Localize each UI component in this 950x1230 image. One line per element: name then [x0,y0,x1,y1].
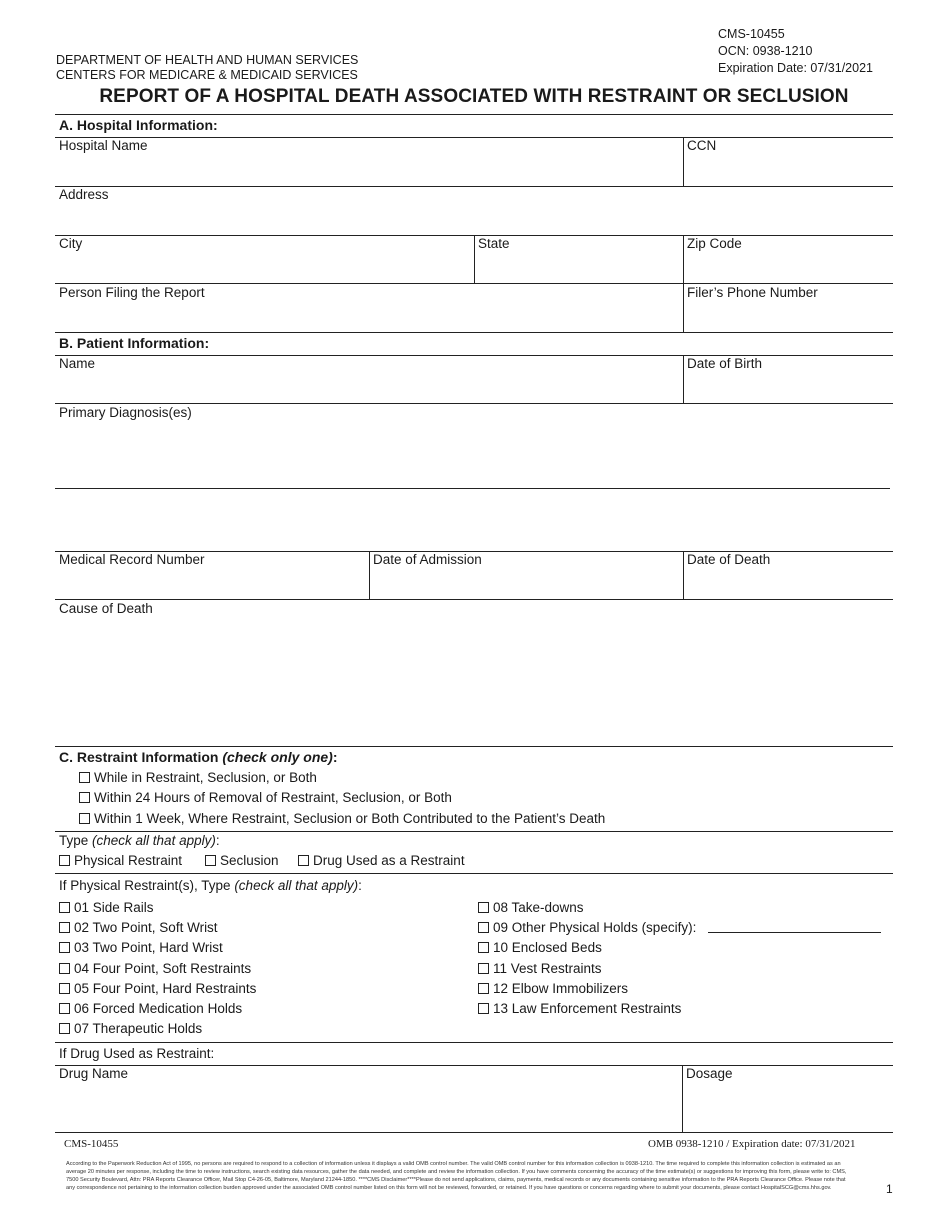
medical-record-number-field[interactable]: Medical Record Number [59,552,205,567]
type-label: Type (check all that apply): [59,833,220,848]
form-number: CMS-10455 [718,27,785,41]
primary-diagnosis-field[interactable]: Primary Diagnosis(es) [59,405,192,420]
city-field[interactable]: City [59,236,83,251]
divider [55,873,893,874]
physical-04[interactable]: 04 Four Point, Soft Restraints [59,961,251,976]
divider [683,355,684,403]
person-filing-field[interactable]: Person Filing the Report [59,285,205,300]
physical-09[interactable]: 09 Other Physical Holds (specify): [478,920,696,935]
divider [55,114,893,115]
checkbox[interactable] [59,1003,70,1014]
physical-type-label: If Physical Restraint(s), Type (check all that apply): [59,878,362,893]
filer-phone-field[interactable]: Filer’s Phone Number [687,285,818,300]
physical-07[interactable]: 07 Therapeutic Holds [59,1021,202,1036]
checkbox[interactable] [79,813,90,824]
divider [683,551,684,599]
checkbox[interactable] [59,942,70,953]
state-field[interactable]: State [478,236,510,251]
expiration-date: Expiration Date: 07/31/2021 [718,61,873,75]
checkbox[interactable] [59,963,70,974]
checkbox[interactable] [478,1003,489,1014]
form-id-block [718,26,873,77]
checkbox[interactable] [79,772,90,783]
physical-03[interactable]: 03 Two Point, Hard Wrist [59,940,223,955]
physical-13[interactable]: 13 Law Enforcement Restraints [478,1001,681,1016]
agency-name: CENTERS FOR MEDICARE & MEDICAID SERVICES [56,68,358,82]
divider [474,235,475,283]
checkbox[interactable] [59,855,70,866]
divider [55,1065,893,1066]
divider [682,1065,683,1132]
checkbox[interactable] [59,1023,70,1034]
section-b-heading: B. Patient Information: [59,335,210,351]
cause-of-death-field[interactable]: Cause of Death [59,601,153,616]
physical-10[interactable]: 10 Enclosed Beds [478,940,602,955]
agency-block [56,53,358,83]
checkbox[interactable] [59,902,70,913]
physical-08[interactable]: 08 Take-downs [478,900,584,915]
checkbox[interactable] [205,855,216,866]
checkbox[interactable] [478,983,489,994]
section-a-heading: A. Hospital Information: [59,117,218,133]
type-physical-restraint[interactable]: Physical Restraint [59,853,182,868]
patient-name-field[interactable]: Name [59,356,96,371]
physical-05[interactable]: 05 Four Point, Hard Restraints [59,981,256,996]
divider [55,831,893,832]
form-title: REPORT OF A HOSPITAL DEATH ASSOCIATED WITH RESTRAINT OR SECLUSION [99,86,849,107]
divider [55,746,893,747]
drug-name-field[interactable]: Drug Name [59,1066,129,1081]
divider [55,403,893,404]
checkbox[interactable] [59,983,70,994]
address-field[interactable]: Address [59,187,109,202]
physical-06[interactable]: 06 Forced Medication Holds [59,1001,242,1016]
checkbox[interactable] [478,963,489,974]
divider [369,551,370,599]
restraint-option-2[interactable]: Within 24 Hours of Removal of Restraint, Seclusion, or Both [79,790,452,805]
date-of-admission-field[interactable]: Date of Admission [373,552,482,567]
divider [55,1042,893,1043]
type-seclusion[interactable]: Seclusion [205,853,279,868]
zip-code-field[interactable]: Zip Code [687,236,742,251]
checkbox[interactable] [79,792,90,803]
diagnosis-line [55,488,890,489]
divider [55,1132,893,1133]
divider [55,186,893,187]
physical-01[interactable]: 01 Side Rails [59,900,154,915]
footer-omb: OMB 0938-1210 / Expiration date: 07/31/2021 [648,1138,856,1150]
specify-line[interactable] [708,932,881,933]
divider [55,355,893,356]
paperwork-reduction-notice: According to the Paperwork Reduction Act of 1995, no persons are required to respond to a collection of information unless it displays a valid OMB control number. The valid OMB control number for this information collection is 0938-1210. The time required to complete this information collection is estimated as an average 20 minutes per response, including the time to review instructions, search existing data resources, gather the data needed, and complete and review the information collection. If you have comments concerning the accuracy of the time estimate(s) or suggestions for improving this form, please write to: CMS, 7500 Security Boulevard, Attn: PRA Reports Clearance Officer, Mail Stop C4-26-05, Baltimore, Maryland 21244-1850. ****CMS Disclaimer****Please do not send applications, claims, payments, medical records or any documents containing sensitive information to the PRA Reports Clearance Office. Please note that any correspondence not pertaining to the information collection burden approved under the associated OMB control number listed on this form will not be reviewed, forwarded, or retained. If you have questions or concerns regarding where to submit your documents, please contact HospitalSCG@cms.hhs.gov. [66,1161,847,1192]
divider [55,283,893,284]
section-c-note: (check only one) [222,749,333,765]
ocn: OCN: 0938-1210 [718,44,813,58]
divider [683,137,684,186]
checkbox[interactable] [59,922,70,933]
dosage-field[interactable]: Dosage [686,1066,733,1081]
divider [55,332,893,333]
physical-11[interactable]: 11 Vest Restraints [478,961,602,976]
physical-12[interactable]: 12 Elbow Immobilizers [478,981,628,996]
restraint-option-1[interactable]: While in Restraint, Seclusion, or Both [79,770,317,785]
footer-form-number: CMS-10455 [64,1138,119,1150]
checkbox[interactable] [478,902,489,913]
checkbox[interactable] [298,855,309,866]
type-drug-restraint[interactable]: Drug Used as a Restraint [298,853,465,868]
checkbox[interactable] [478,922,489,933]
drug-restraint-label: If Drug Used as Restraint: [59,1046,215,1061]
section-c-heading: C. Restraint Information (check only one): [59,749,338,765]
department-name: DEPARTMENT OF HEALTH AND HUMAN SERVICES [56,53,359,67]
page-number: 1 [886,1182,893,1196]
date-of-birth-field[interactable]: Date of Birth [687,356,763,371]
divider [55,599,893,600]
section-c-title: C. Restraint Information [59,749,223,765]
divider [55,137,893,138]
physical-02[interactable]: 02 Two Point, Soft Wrist [59,920,218,935]
date-of-death-field[interactable]: Date of Death [687,552,771,567]
hospital-name-field[interactable]: Hospital Name [59,138,148,153]
restraint-option-3[interactable]: Within 1 Week, Where Restraint, Seclusion or Both Contributed to the Patient’s Death [79,811,605,826]
checkbox[interactable] [478,942,489,953]
ccn-field[interactable]: CCN [687,138,717,153]
